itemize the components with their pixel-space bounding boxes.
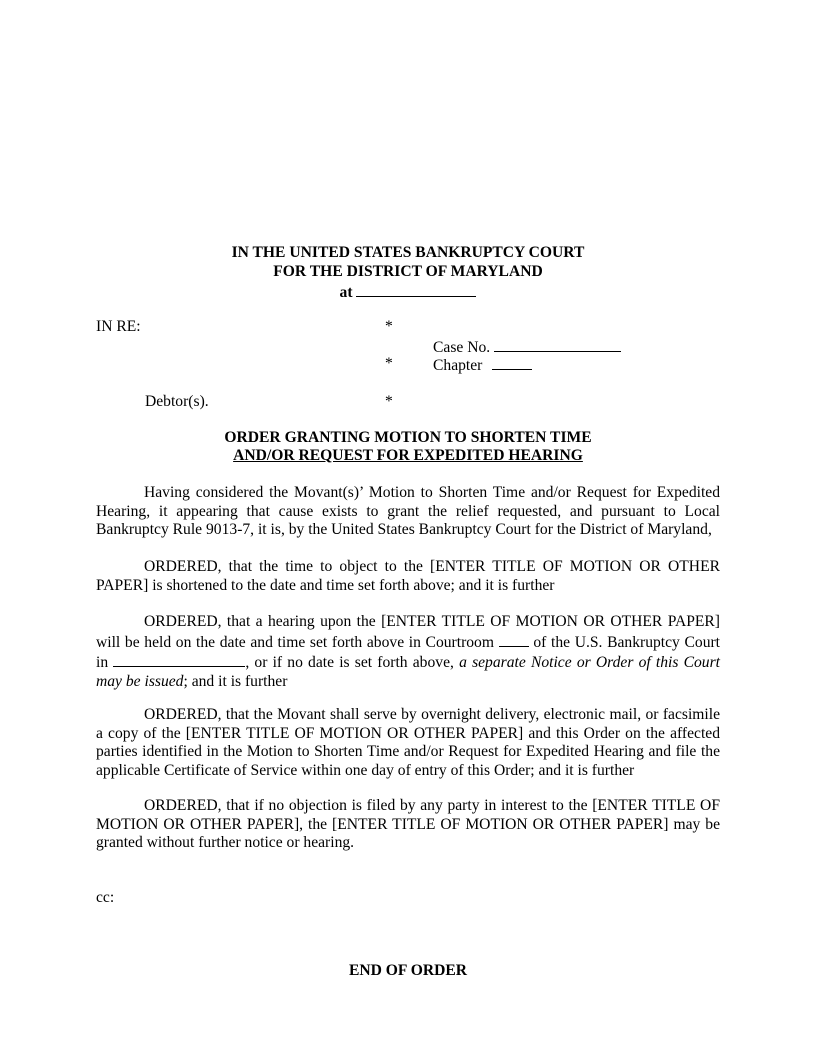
paragraph-considered: [96, 484, 720, 540]
italic-text: may be issued: [96, 672, 184, 690]
text-line: parties identified in the Motion to Shorten Time and/or Request for Expedited Hearing and file the: [96, 743, 720, 761]
court-name: IN THE UNITED STATES BANKRUPTCY COURT: [231, 244, 585, 261]
caption-asterisk: *: [385, 393, 393, 410]
text-line: Hearing, it appearing that cause exists to grant the relief requested, and pursuant to Local: [96, 502, 720, 520]
cc-label: cc:: [96, 889, 115, 906]
paragraph-hearing: [96, 613, 720, 691]
text-line: ORDERED, that a hearing upon the [ENTER TITLE OF MOTION OR OTHER PAPER]: [144, 613, 720, 630]
in-re-label: IN RE:: [96, 318, 141, 335]
caption-asterisk: *: [385, 318, 393, 335]
text-line: granted without further notice or hearing.: [96, 834, 355, 852]
text-line: applicable Certificate of Service within one day of entry of this Order; and it is further: [96, 761, 635, 779]
order-title-line1: ORDER GRANTING MOTION TO SHORTEN TIME: [224, 429, 592, 446]
text-line: of the U.S. Bankruptcy Court: [533, 633, 721, 651]
paragraph-time-shortened: [96, 558, 720, 595]
court-district: FOR THE DISTRICT OF MARYLAND: [273, 263, 543, 280]
chapter-line: [433, 355, 532, 375]
courtroom-blank-field[interactable]: [499, 632, 529, 647]
at-label: at: [339, 284, 353, 301]
court-location-blank-field[interactable]: [113, 652, 245, 667]
end-of-order: END OF ORDER: [348, 962, 468, 979]
location-blank-field[interactable]: [356, 282, 476, 297]
debtor-label: Debtor(s).: [145, 393, 209, 410]
paragraph-service: [96, 706, 720, 780]
paragraph-no-objection: [96, 797, 720, 853]
text-line: a copy of the [ENTER TITLE OF MOTION OR OTHER PAPER] and this Order on the affected: [96, 724, 720, 742]
text-line: in: [96, 654, 109, 672]
text-line: Having considered the Movant(s)’ Motion to Shorten Time and/or Request for Expedited: [144, 484, 720, 501]
text-line: ORDERED, that the time to object to the [ENTER TITLE OF MOTION OR OTHER: [144, 558, 720, 575]
case-no-label: Case No.: [433, 339, 491, 356]
text-line: PAPER] is shortened to the date and time set forth above; and it is further: [96, 576, 555, 594]
order-title-line2: [96, 447, 720, 465]
chapter-blank-field[interactable]: [492, 355, 532, 370]
text-line: ORDERED, that the Movant shall serve by overnight delivery, electronic mail, or facsimile: [144, 706, 720, 723]
court-location: [96, 282, 720, 302]
text-line: ; and it is further: [183, 672, 288, 690]
case-number-blank-field[interactable]: [494, 337, 621, 352]
text-line: , or if no date is set forth above,: [245, 654, 454, 672]
caption-asterisk: *: [385, 355, 393, 372]
italic-text: a separate Notice or Order of this Court: [459, 654, 721, 672]
text-line: MOTION OR OTHER PAPER], the [ENTER TITLE OF MOTION OR OTHER PAPER] may be: [96, 815, 720, 833]
order-title-underlined: AND/OR REQUEST FOR EXPEDITED HEARING: [233, 447, 583, 464]
text-line: ORDERED, that if no objection is filed by any party in interest to the [ENTER TITLE OF: [144, 797, 720, 814]
text-line: will be held on the date and time set forth above in Courtroom: [96, 633, 494, 651]
text-line: Bankruptcy Rule 9013-7, it is, by the United States Bankruptcy Court for the District of Maryland,: [96, 521, 712, 539]
chapter-label: Chapter: [433, 357, 483, 374]
